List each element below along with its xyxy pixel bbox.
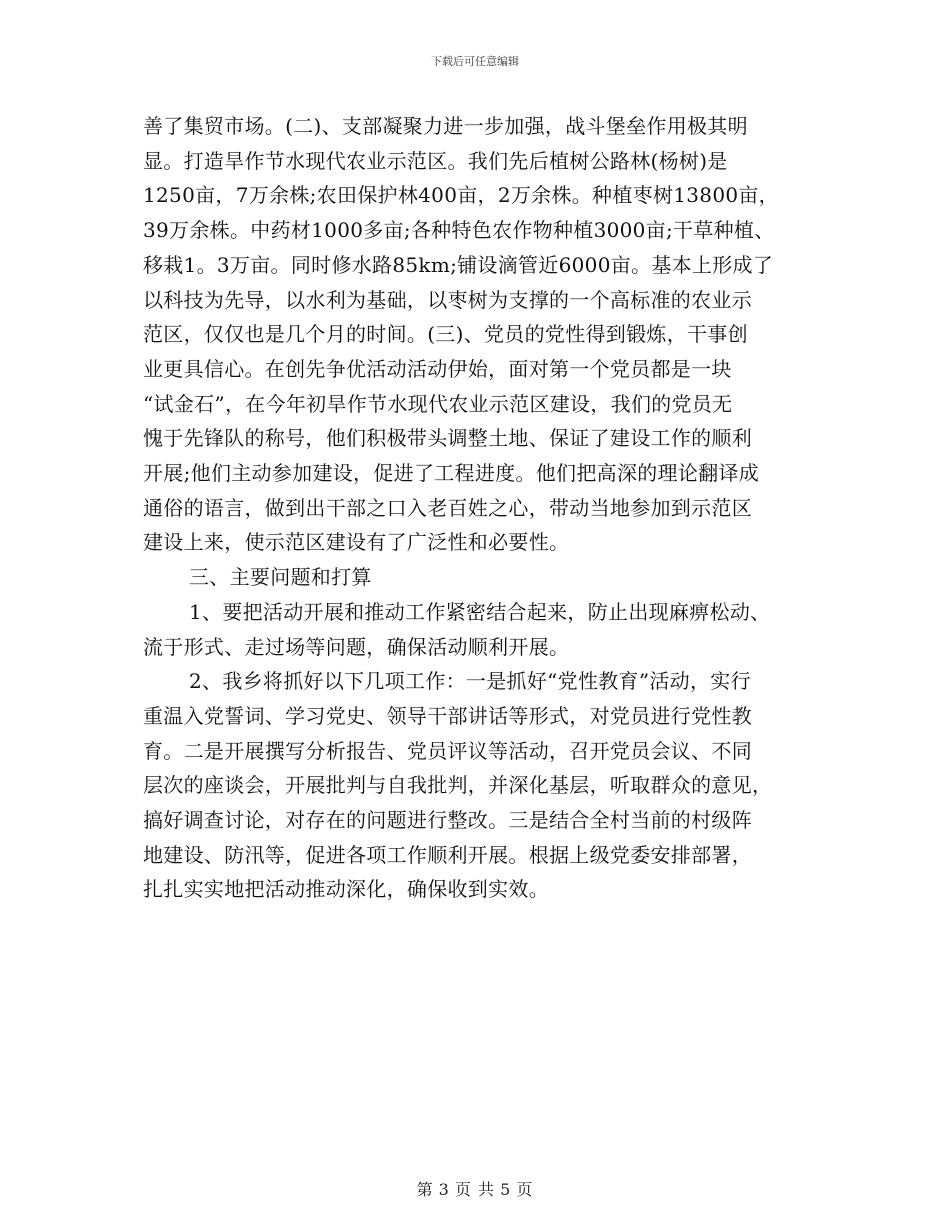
text-line: 通俗的语言，做到出干部之口入老百姓之心，带动当地参加到示范区 (143, 495, 752, 520)
footer-prefix: 第 (416, 1180, 434, 1199)
text-line: 2、我乡将抓好以下几项工作：一是抓好“党性教育”活动，实行 (189, 669, 751, 694)
text-line: 移栽1。3万亩。同时修水路85km;铺设滴管近6000亩。基本上形成了 (143, 252, 774, 277)
text-line: 愧于先锋队的称号，他们积极带头调整土地、保证了建设工作的顺利 (143, 426, 752, 451)
section-heading (143, 560, 808, 595)
text-line: 重温入党誓词、学习党史、领导干部讲话等形式，对党员进行党性教 (143, 703, 752, 728)
current-page-number: 3 (438, 1180, 450, 1199)
text-line: 扎扎实实地把活动推动深化，确保收到实效。 (143, 877, 549, 902)
text-line: 以科技为先导，以水利为基础，以枣树为支撑的一个高标准的农业示 (143, 287, 752, 312)
document-body (143, 109, 808, 907)
text-line: 层次的座谈会，开展批判与自我批判，并深化基层，听取群众的意见， (143, 773, 773, 798)
text-line: 流于形式、走过场等问题，确保活动顺利开展。 (143, 634, 570, 659)
text-line: 善了集贸市场。(二)、支部凝聚力进一步加强，战斗堡垒作用极其明 (143, 114, 748, 138)
paragraph-item-1 (143, 595, 808, 664)
text-line: “试金石”，在今年初旱作节水现代农业示范区建设，我们的党员无 (143, 391, 733, 416)
text-line: 建设上来，使示范区建设有了广泛性和必要性。 (143, 530, 570, 555)
text-line: 搞好调查讨论，对存在的问题进行整改。三是结合全村当前的村级阵 (143, 808, 752, 833)
text-line: 1250亩，7万余株;农田保护林400亩，2万余株。种植枣树13800亩， (143, 183, 779, 208)
text-line: 地建设、防汛等，促进各项工作顺利开展。根据上级党委安排部署， (143, 842, 752, 867)
footer-middle: 页 共 (454, 1180, 496, 1199)
section-heading-text: 三、主要问题和打算 (189, 565, 372, 590)
text-line: 39万余株。中药材1000多亩;各种特色农作物种植3000亩;干草种植、 (143, 218, 775, 243)
page-footer (0, 1177, 950, 1200)
text-line: 育。二是开展撰写分析报告、党员评议等活动，召开党员会议、不同 (143, 738, 752, 763)
text-line: 业更具信心。在创先争优活动活动伊始，面对第一个党员都是一块 (143, 356, 732, 381)
footer-suffix: 页 (516, 1180, 534, 1199)
text-line: 显。打造旱作节水现代农业示范区。我们先后植树公路林(杨树)是 (143, 148, 728, 173)
paragraph-achievements (143, 109, 808, 560)
text-line: 1、要把活动开展和推动工作紧密结合起来，防止出现麻痹松动、 (189, 599, 771, 624)
page-header: 下载后可任意编辑 (431, 55, 519, 68)
paragraph-item-2 (143, 664, 808, 907)
total-page-count: 5 (500, 1180, 512, 1199)
text-line: 开展;他们主动参加建设，促进了工程进度。他们把高深的理论翻译成 (143, 461, 760, 486)
text-line: 范区，仅仅也是几个月的时间。(三)、党员的党性得到锻炼，干事创 (143, 322, 748, 347)
